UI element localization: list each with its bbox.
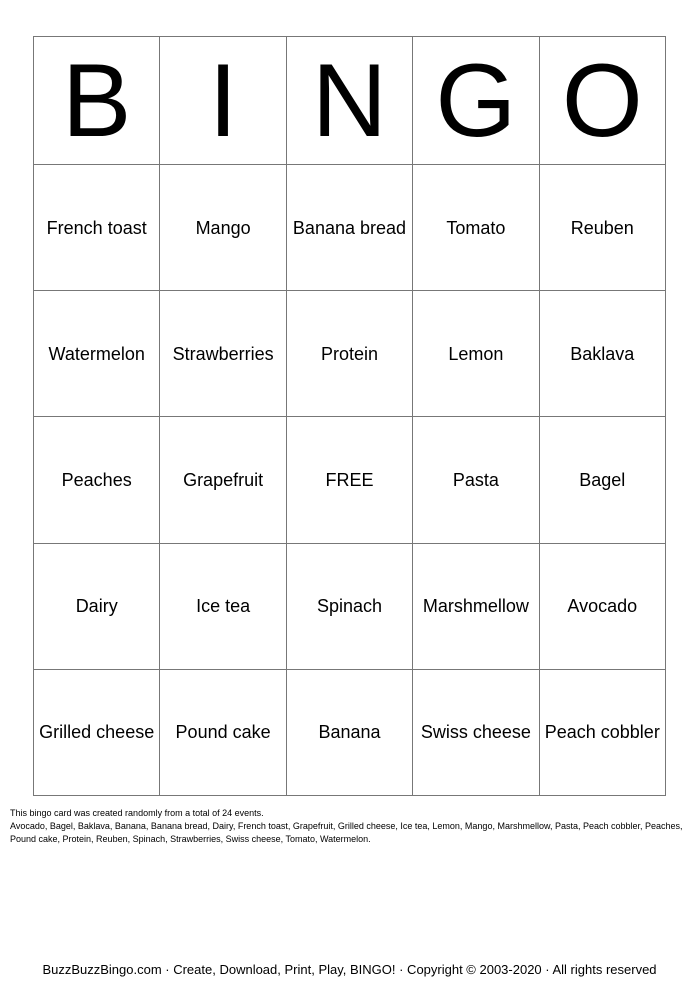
card-cell: Tomato xyxy=(413,165,539,291)
card-cell: Peaches xyxy=(34,417,160,543)
card-cell: Swiss cheese xyxy=(413,669,539,795)
card-cell: Ice tea xyxy=(160,543,286,669)
card-cell: Reuben xyxy=(539,165,665,291)
card-row xyxy=(34,669,666,795)
card-cell: Marshmellow xyxy=(413,543,539,669)
card-cell: Dairy xyxy=(34,543,160,669)
header-letter: B xyxy=(34,37,160,165)
card-cell: Grilled cheese xyxy=(34,669,160,795)
card-cell: Pasta xyxy=(413,417,539,543)
free-cell: FREE xyxy=(286,417,412,543)
card-row xyxy=(34,543,666,669)
card-row xyxy=(34,291,666,417)
footer-copyright: BuzzBuzzBingo.com · Create, Download, Print, Play, BINGO! · Copyright © 2003-2020 · All rights reserved xyxy=(42,962,657,977)
header-row xyxy=(34,37,666,165)
card-cell: Bagel xyxy=(539,417,665,543)
card-note xyxy=(10,807,695,846)
header-letter: G xyxy=(413,37,539,165)
card-cell: Pound cake xyxy=(160,669,286,795)
bingo-card xyxy=(33,36,666,796)
card-row xyxy=(34,165,666,291)
card-cell: Protein xyxy=(286,291,412,417)
card-cell: Peach cobbler xyxy=(539,669,665,795)
card-cell: Strawberries xyxy=(160,291,286,417)
card-row xyxy=(34,417,666,543)
header-letter: O xyxy=(539,37,665,165)
card-cell: Grapefruit xyxy=(160,417,286,543)
card-cell: Spinach xyxy=(286,543,412,669)
note-summary: This bingo card was created randomly from a total of 24 events. xyxy=(10,808,264,818)
card-cell: Banana bread xyxy=(286,165,412,291)
card-cell: French toast xyxy=(34,165,160,291)
header-letter: I xyxy=(160,37,286,165)
header-letter: N xyxy=(286,37,412,165)
card-cell: Baklava xyxy=(539,291,665,417)
card-cell: Lemon xyxy=(413,291,539,417)
card-cell: Mango xyxy=(160,165,286,291)
card-cell: Watermelon xyxy=(34,291,160,417)
note-event-list: Avocado, Bagel, Baklava, Banana, Banana bread, Dairy, French toast, Grapefruit, Grilled cheese, Ice tea, Lemon, Mango, Marshmellow, Pasta, Peach cobbler, Peaches, Pound cake, Protein, Reuben, Spinach, Strawberries, Swiss cheese, Tomato, Watermelon. xyxy=(10,821,683,844)
card-cell: Avocado xyxy=(539,543,665,669)
card-cell: Banana xyxy=(286,669,412,795)
